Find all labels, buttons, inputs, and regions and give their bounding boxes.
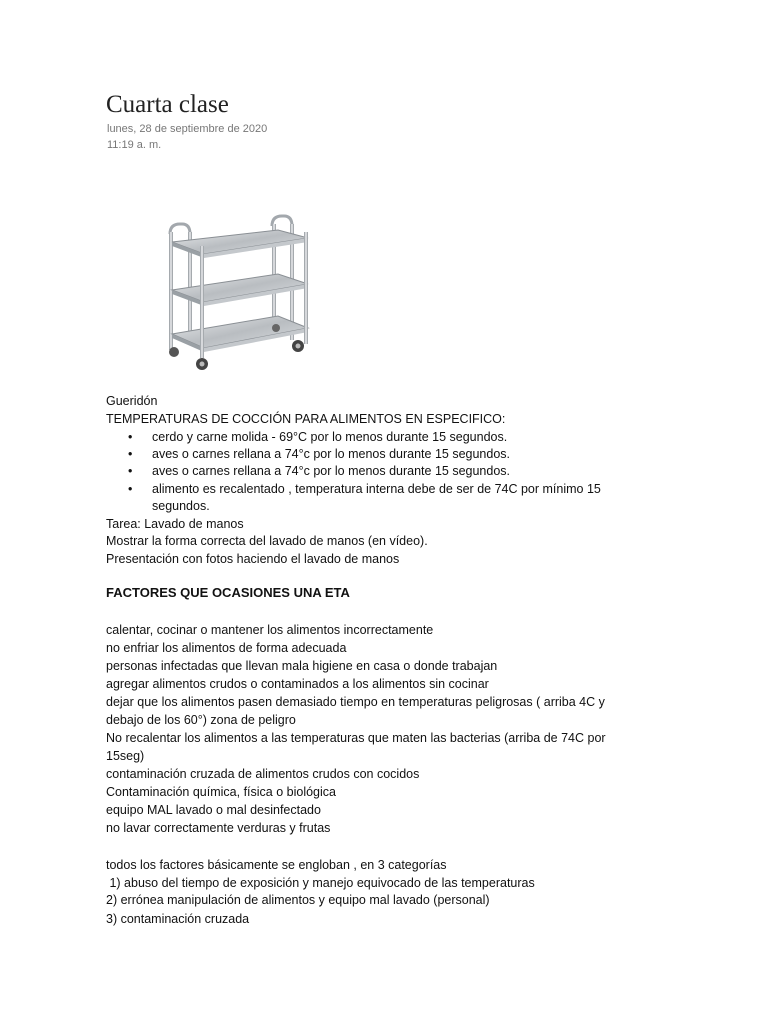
list-item-continuation: segundos. [152, 499, 210, 513]
bullet-marker: • [128, 430, 133, 444]
gueridon-cart-image [160, 212, 312, 378]
list-item: aves o carnes rellana a 74°c por lo menos durante 15 segundos. [152, 447, 511, 461]
factor-line: no enfriar los alimentos de forma adecuada [106, 641, 347, 655]
factor-line: Contaminación química, física o biológica [106, 785, 336, 799]
factor-line: No recalentar los alimentos a las temperaturas que maten las bacterias (arriba de 74C por [106, 731, 606, 745]
factor-line: agregar alimentos crudos o contaminados a los alimentos sin cocinar [106, 677, 489, 691]
factor-line: debajo de los 60°) zona de peligro [106, 713, 296, 727]
factor-line: 15seg) [106, 749, 145, 763]
temps-heading: TEMPERATURAS DE COCCIÓN PARA ALIMENTOS EN ESPECIFICO: [106, 412, 506, 426]
list-item: cerdo y carne molida - 69°C por lo menos durante 15 segundos. [152, 430, 508, 444]
task-line: Mostrar la forma correcta del lavado de manos (en vídeo). [106, 534, 428, 548]
summary-line: 2) errónea manipulación de alimentos y equipo mal lavado (personal) [106, 893, 490, 907]
bullet-marker: • [128, 464, 133, 478]
bullet-marker: • [128, 447, 133, 461]
factor-line: dejar que los alimentos pasen demasiado tiempo en temperaturas peligrosas ( arriba 4C y [106, 695, 605, 709]
factor-line: personas infectadas que llevan mala higiene en casa o donde trabajan [106, 659, 498, 673]
bullet-marker: • [128, 482, 133, 496]
factor-line: no lavar correctamente verduras y frutas [106, 821, 331, 835]
factor-line: equipo MAL lavado o mal desinfectado [106, 803, 321, 817]
image-caption: Gueridón [106, 394, 158, 408]
list-item: alimento es recalentado , temperatura interna debe de ser de 74C por mínimo 15 [152, 482, 601, 496]
list-item: aves o carnes rellana a 74°c por lo menos durante 15 segundos. [152, 464, 511, 478]
page-title: Cuarta clase [106, 91, 229, 118]
factor-line: calentar, cocinar o mantener los alimentos incorrectamente [106, 623, 434, 637]
task-line: Presentación con fotos haciendo el lavado de manos [106, 552, 400, 566]
summary-line: 1) abuso del tiempo de exposición y manejo equivocado de las temperaturas [106, 876, 535, 890]
summary-line: todos los factores básicamente se engloban , en 3 categorías [106, 858, 447, 872]
note-date: lunes, 28 de septiembre de 2020 [107, 123, 268, 135]
task-line: Tarea: Lavado de manos [106, 517, 244, 531]
factor-line: contaminación cruzada de alimentos crudos con cocidos [106, 767, 420, 781]
factors-heading: FACTORES QUE OCASIONES UNA ETA [106, 585, 350, 600]
summary-line: 3) contaminación cruzada [106, 912, 250, 926]
note-time: 11:19 a. m. [107, 139, 162, 151]
